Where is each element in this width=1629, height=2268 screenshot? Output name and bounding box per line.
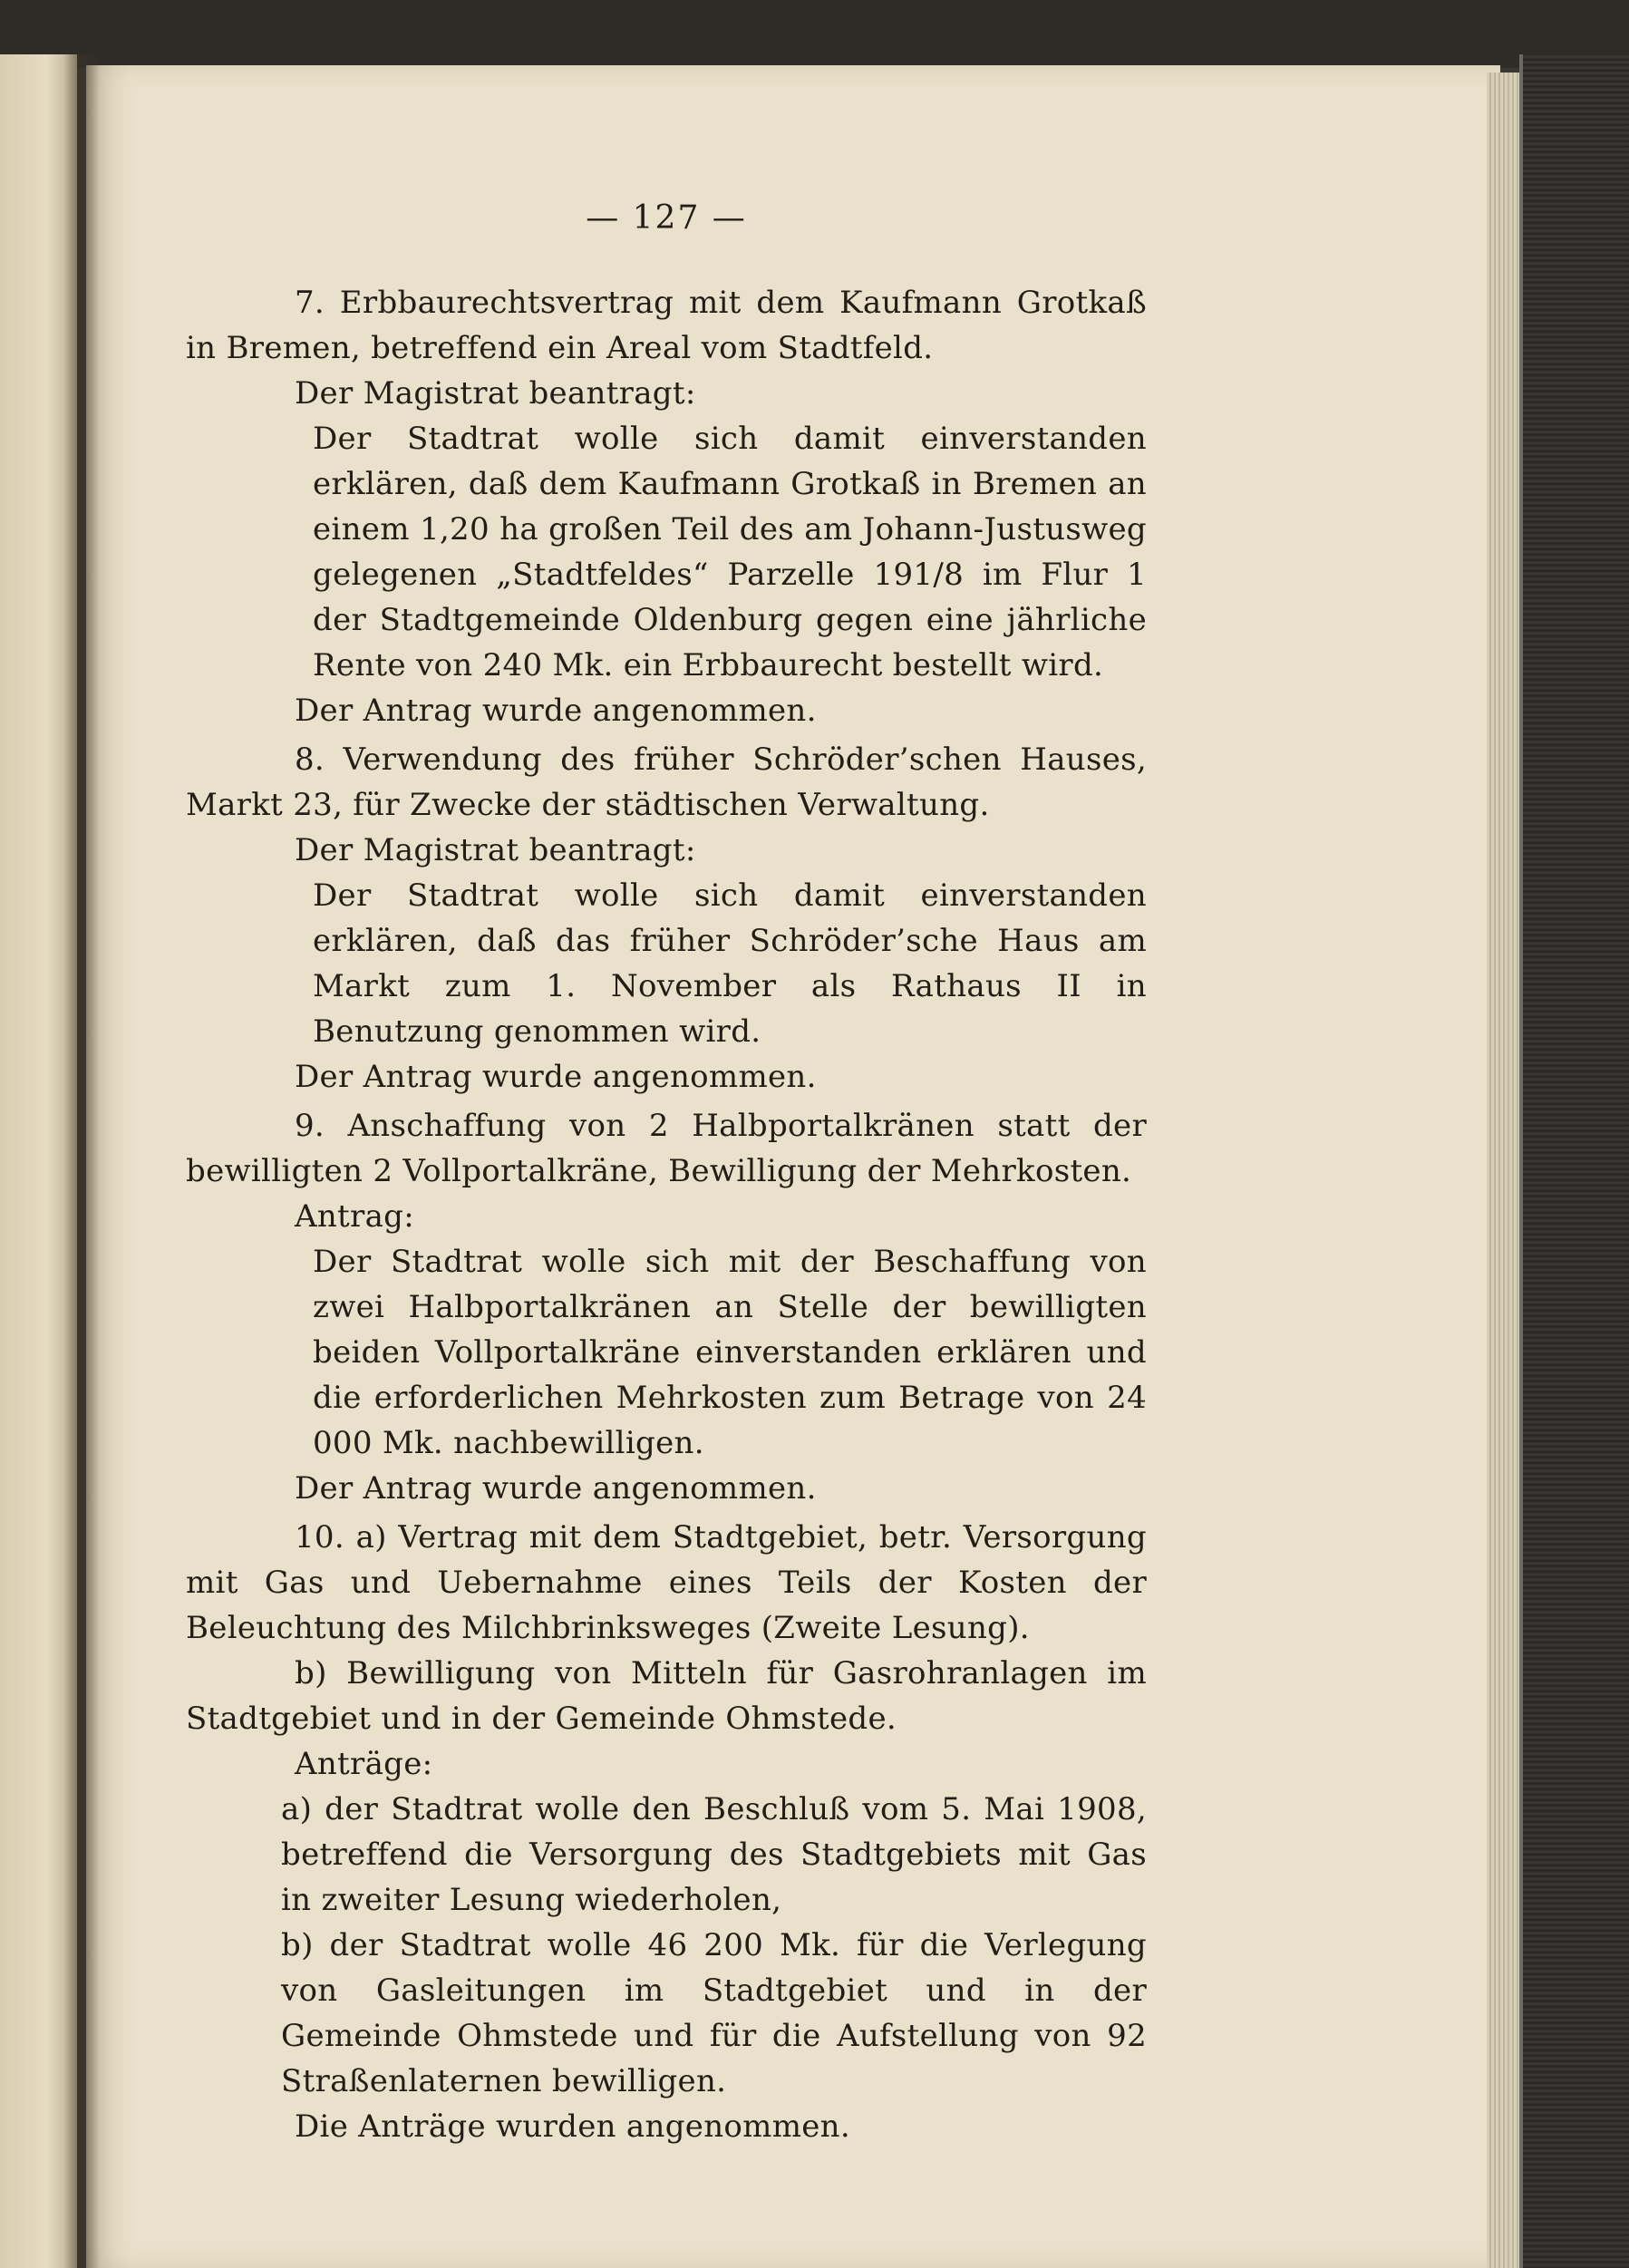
item-9-result: Der Antrag wurde angenommen. [295,1470,817,1507]
item-7-magistrat: Der Magistrat beantragt: [295,375,696,412]
item-7-motion: Der Stadtrat wolle sich damit einverstanden erklären, daß dem Kaufmann Grotkaß in Bremen an einem 1,20 ha großen Teil des am Johann-Justusweg gelegenen „Stadtfeldes“ Parzelle 191/8 im Flur 1 der Stadtgemeinde Oldenburg gegen eine jährliche Rente von 240 Mk. ein Erbbaurecht bestellt wird. [313,421,1147,683]
item-8-result: Der Antrag wurde angenommen. [295,1059,817,1095]
item-8-motion: Der Stadtrat wolle sich damit einverstanden erklären, daß das früher Schröder’sche Haus am Markt zum 1. November als Rathaus II in Benutzung genommen wird. [313,877,1147,1050]
item-7-result: Der Antrag wurde angenommen. [295,693,817,729]
item-9-antrag: Antrag: [295,1198,414,1235]
item-8-magistrat: Der Magistrat beantragt: [295,832,696,868]
page-text [186,199,1147,2149]
page-stack-edges [1487,73,1523,2268]
item-8-heading: 8. Verwendung des früher Schröder’schen Hauses, Markt 23, für Zwecke der städtischen Verwaltung. [186,741,1147,823]
item-7-heading: 7. Erbbaurechtsvertrag mit dem Kaufmann Grotkaß in Bremen, betreffend ein Areal vom Stadtfeld. [186,285,1147,366]
book-gutter [63,54,100,2268]
item-9-motion: Der Stadtrat wolle sich mit der Beschaffung von zwei Halbportalkränen an Stelle der bewilligten beiden Vollportalkräne einverstanden erklären und die erforderlichen Mehrkosten zum Betrage von 24 000 Mk. nachbewilligen. [313,1244,1147,1461]
item-10-antraege: Anträge: [295,1746,433,1782]
item-10a-heading: 10. a) Vertrag mit dem Stadtgebiet, betr. Versorgung mit Gas und Uebernahme eines Teils der Kosten der Beleuchtung des Milchbrinksweges (Zweite Lesung). [186,1519,1147,1646]
book-cover [1523,54,1629,2268]
item-9-heading: 9. Anschaffung von 2 Halbportalkränen statt der bewilligten 2 Vollportalkräne, Bewilligung der Mehrkosten. [186,1108,1147,1189]
page-number: — 127 — [586,199,747,237]
scan-background [0,0,1629,68]
item-10-result: Die Anträge wurden angenommen. [295,2108,850,2145]
item-10-motion-a: a) der Stadtrat wolle den Beschluß vom 5. Mai 1908, betreffend die Versorgung des Stadtgebiets mit Gas in zweiter Lesung wiederholen, [281,1791,1147,1918]
item-10-motion-b: b) der Stadtrat wolle 46 200 Mk. für die Verlegung von Gasleitungen im Stadtgebiet und in der Gemeinde Ohmstede und für die Aufstellung von 92 Straßenlaternen bewilligen. [281,1927,1147,2099]
item-10b-heading: b) Bewilligung von Mitteln für Gasrohranlagen im Stadtgebiet und in der Gemeinde Ohmstede. [186,1655,1147,1737]
